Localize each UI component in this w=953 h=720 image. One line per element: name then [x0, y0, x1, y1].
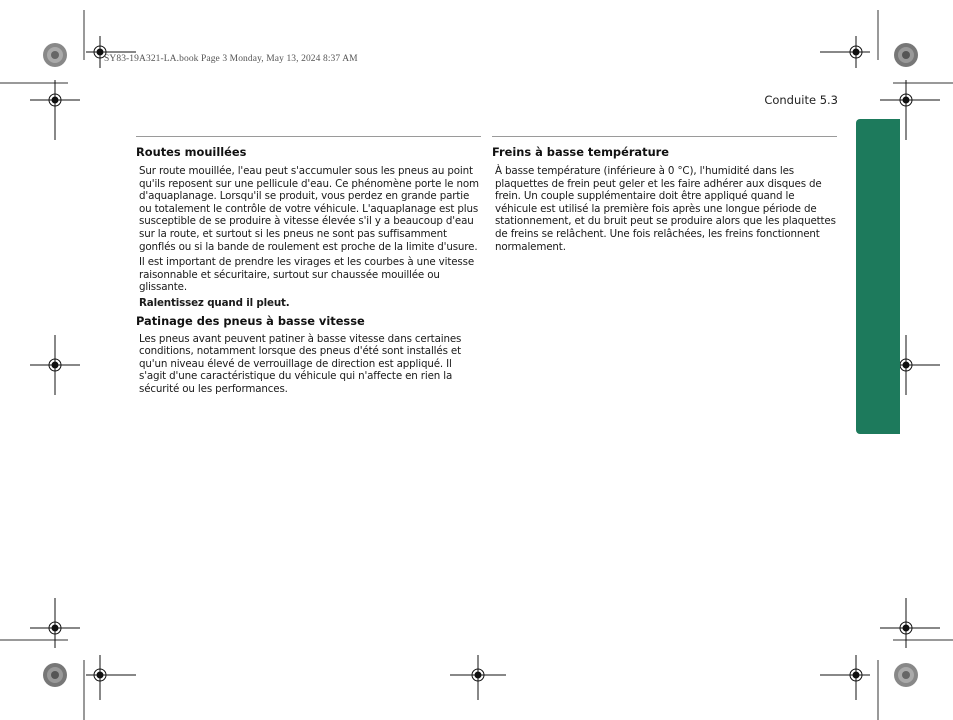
- body-paragraph: Sur route mouillée, l'eau peut s'accumuler sous les pneus au point qu'ils reposent sur une pellicule d'eau. Ce phénomène porte le nom d'aquaplanage. Lorsqu'il se produit, vous perdez en grande partie ou totalement le contrôle de votre véhicule. L'aquaplanage est plus susceptible de se produire à vitesse élevée s'il y a beaucoup d'eau sur la route, et surtout si les pneus ne sont pas suffisamment gonflés ou si la bande de roulement est proche de la limite d'usure.: [139, 165, 479, 253]
- body-paragraph: À basse température (inférieure à 0 °C), l'humidité dans les plaquettes de frein peut geler et les faire adhérer aux disques de frein. Un couple supplémentaire doit être appliqué quand le véhicule est utilisé la première fois après une longue période de stationnement, et du bruit peut se produire alors que les plaquettes de freins se relâchent. Une fois relâchées, les freins fonctionnent normalement.: [495, 165, 836, 253]
- registration-target-icon: [450, 655, 506, 700]
- registration-target-icon: [86, 655, 136, 700]
- left-column: [136, 136, 481, 399]
- registration-target-icon: [820, 655, 870, 700]
- print-header: SY83-19A321-LA.book Page 3 Monday, May 13, 2024 8:37 AM: [104, 54, 358, 64]
- right-column: [492, 136, 837, 256]
- registration-target-icon: [30, 80, 80, 140]
- color-wheel-icon: [43, 43, 67, 67]
- emphasis-text: Ralentissez quand il pleut.: [139, 296, 290, 309]
- color-wheel-icon: [43, 663, 67, 687]
- section-subheading: Patinage des pneus à basse vitesse: [136, 313, 365, 328]
- color-wheel-icon: [894, 43, 918, 67]
- section-tab: [856, 119, 900, 434]
- section-heading: Freins à basse température: [492, 145, 670, 159]
- registration-target-icon: [820, 36, 870, 68]
- body-paragraph: Les pneus avant peuvent patiner à basse vitesse dans certaines conditions, notamment lorsque des pneus d'été sont installés et qu'un niveau élevé de verrouillage de direction est appliqué. Il s'agit d'une caractéristique du véhicule qui n'affecte en rien la sécurité ou les performances.: [139, 332, 462, 395]
- body-paragraph: Il est important de prendre les virages et les courbes à une vitesse raisonnable et sécuritaire, surtout sur chaussée mouillée ou glissante.: [139, 256, 475, 294]
- page-label: Conduite 5.3: [764, 93, 838, 107]
- registration-target-icon: [30, 335, 80, 395]
- color-wheel-icon: [894, 663, 918, 687]
- section-heading: Routes mouillées: [136, 145, 247, 159]
